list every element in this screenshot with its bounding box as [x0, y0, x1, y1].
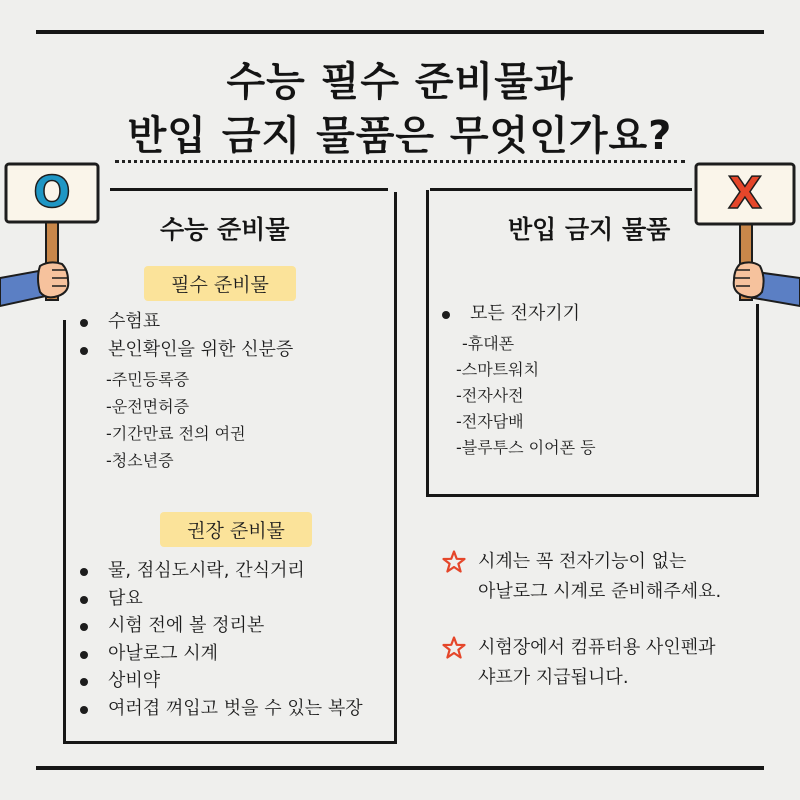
banned-example: -휴대폰	[462, 334, 515, 353]
star-icon	[442, 550, 466, 574]
right-panel-right-border	[756, 304, 759, 497]
banned-example: -전자사전	[456, 386, 524, 405]
list-item: 여러겹 껴입고 벗을 수 있는 복장	[80, 695, 392, 723]
list-item: 모든 전자기기	[442, 300, 742, 328]
o-symbol: O	[33, 167, 71, 218]
right-panel-top-border	[430, 188, 692, 191]
left-panel-left-border	[63, 320, 66, 744]
title-divider	[115, 160, 685, 163]
left-panel-right-border	[394, 192, 397, 742]
note-2-line-1: 시험장에서 컴퓨터용 사인펜과	[478, 637, 716, 658]
left-panel-heading: 수능 준비물	[160, 215, 290, 244]
page-title-line-1: 수능 필수 준비물과	[226, 59, 574, 105]
id-type: -기간만료 전의 여권	[106, 424, 246, 443]
required-items-list	[80, 308, 390, 363]
list-item: 물, 점심도시락, 간식거리	[80, 557, 392, 585]
banned-example: -스마트워치	[456, 360, 540, 379]
required-label: 필수 준비물	[144, 266, 296, 301]
banned-example: -전자담배	[456, 412, 524, 431]
id-type: -청소년증	[106, 451, 174, 470]
bottom-rule	[36, 766, 764, 770]
right-panel-heading: 반입 금지 물품	[508, 215, 671, 244]
recommended-items-list	[80, 557, 392, 722]
recommended-label: 권장 준비물	[160, 512, 312, 547]
list-item: 담요	[80, 585, 392, 613]
right-panel-left-border	[426, 190, 429, 496]
o-sign-illustration	[0, 160, 140, 330]
list-item: 시험 전에 볼 정리본	[80, 612, 392, 640]
top-rule	[36, 30, 764, 34]
banned-items-list	[442, 300, 742, 328]
list-item: 수험표	[80, 308, 390, 336]
id-type: -주민등록증	[106, 370, 190, 389]
list-item: 본인확인을 위한 신분증	[80, 336, 390, 364]
banned-example: -블루투스 이어폰 등	[456, 438, 596, 457]
note-1-line-1: 시계는 꼭 전자기능이 없는	[478, 551, 687, 572]
x-symbol: X	[728, 168, 762, 219]
star-icon	[442, 636, 466, 660]
page-title-line-2: 반입 금지 물품은 무엇인가요?	[127, 113, 673, 159]
note-2-line-2: 샤프가 지급됩니다.	[478, 667, 629, 688]
list-item: 상비약	[80, 667, 392, 695]
left-panel-top-border	[110, 188, 388, 191]
id-type: -운전면허증	[106, 397, 190, 416]
right-panel-bottom-border	[426, 494, 759, 497]
note-1-line-2: 아날로그 시계로 준비해주세요.	[478, 581, 722, 602]
list-item: 아날로그 시계	[80, 640, 392, 668]
left-panel-bottom-border	[63, 741, 397, 744]
